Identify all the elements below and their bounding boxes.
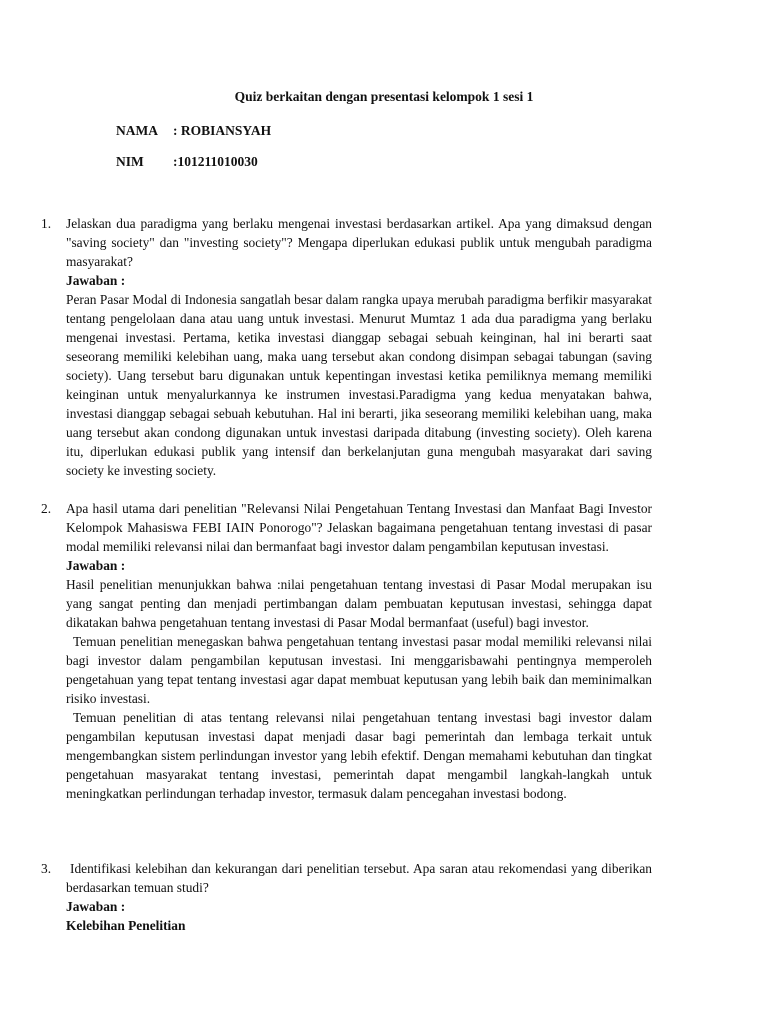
- question-2: [41, 499, 653, 803]
- question-number: 1.: [41, 216, 52, 231]
- question-number: 3.: [41, 861, 52, 876]
- answer-label: Jawaban :: [66, 558, 126, 573]
- question-text: Jelaskan dua paradigma yang berlaku mengenai investasi berdasarkan artikel. Apa yang dimaksud dengan "saving society" dan "investing society"? Mengapa diperlukan edukasi publik untuk mengubah paradigma masyarakat?: [66, 216, 652, 269]
- question-3: [41, 859, 653, 935]
- name-label: NAMA: [116, 123, 158, 138]
- subheading: Kelebihan Penelitian: [66, 918, 186, 933]
- answer-paragraph: Temuan penelitian menegaskan bahwa pengetahuan tentang investasi pasar modal memiliki relevansi nilai bagi investor dalam pengambilan keputusan investasi. Ini menggarisbawahi pentingnya memperoleh pengetahuan yang tepat tentang investasi agar dapat membuat keputusan yang lebih baik dan meminimalkan risiko investasi.: [66, 634, 652, 706]
- document-title: Quiz berkaitan dengan presentasi kelompok 1 sesi 1: [234, 89, 534, 104]
- question-text: Apa hasil utama dari penelitian "Relevansi Nilai Pengetahuan Tentang Investasi dan Manfaat Bagi Investor Kelompok Mahasiswa FEBI IAIN Ponorogo"? Jelaskan bagaimana pengetahuan tentang investasi di pasar modal memiliki relevansi nilai dan bermanfaat bagi investor dalam pengambilan keputusan investasi.: [66, 501, 652, 554]
- nim-value: :101211010030: [173, 154, 258, 169]
- question-number: 2.: [41, 501, 52, 516]
- answer-paragraph: Hasil penelitian menunjukkan bahwa :nilai pengetahuan tentang investasi di Pasar Modal merupakan isu yang sangat penting dan menjadi pertimbangan dalam pembuatan keputusan investasi, sehingga dapat dikatakan bahwa pengetahuan tentang investasi di Pasar Modal bermanfaat (useful) bagi investor.: [66, 577, 652, 630]
- answer-label: Jawaban :: [66, 273, 126, 288]
- answer-paragraph: Peran Pasar Modal di Indonesia sangatlah besar dalam rangka upaya merubah paradigma berfikir masyarakat tentang pengelolaan dana atau uang untuk investasi. Menurut Mumtaz 1 ada dua paradigma yang berlaku mengenai investasi. Pertama, ketika investasi dianggap sebagai sebuah keinginan, hal ini berarti saat seseorang memiliki kelebihan uang, maka uang tersebut akan condong disimpan sebagai tabungan (saving society). Uang tersebut baru digunakan untuk kepentingan investasi ketika pemiliknya memang memiliki keinginan untuk menyalurkannya ke instrumen investasi.Paradigma yang kedua menyatakan bahwa, investasi dianggap sebagai sebuah kebutuhan. Hal ini berarti, jika seseorang memiliki kelebihan uang, maka uang tersebut akan condong digunakan untuk investasi daripada ditabung (investing society). Oleh karena itu, diperlukan edukasi publik yang intensif dan berkelanjutan guna mengubah masyarakat dari saving society ke investing society.: [66, 292, 652, 478]
- nim-label: NIM: [116, 154, 144, 169]
- nim-row: [116, 154, 258, 170]
- answer-label: Jawaban :: [66, 899, 126, 914]
- name-row: [116, 123, 271, 139]
- question-text: Identifikasi kelebihan dan kekurangan dari penelitian tersebut. Apa saran atau rekomendasi yang diberikan berdasarkan temuan studi?: [66, 861, 652, 895]
- answer-paragraph: Temuan penelitian di atas tentang relevansi nilai pengetahuan tentang investasi bagi investor dalam pengambilan keputusan investasi dapat menjadi dasar bagi pemerintah dan lembaga terkait untuk mengembangkan sistem perlindungan investor yang lebih efektif. Dengan memahami kebutuhan dan tingkat pengetahuan masyarakat tentang investasi, pemerintah dapat mengambil langkah-langkah untuk meningkatkan perlindungan terhadap investor, termasuk dalam pencegahan investasi bodong.: [66, 710, 652, 801]
- question-1: [41, 214, 653, 480]
- name-value: : ROBIANSYAH: [173, 123, 272, 138]
